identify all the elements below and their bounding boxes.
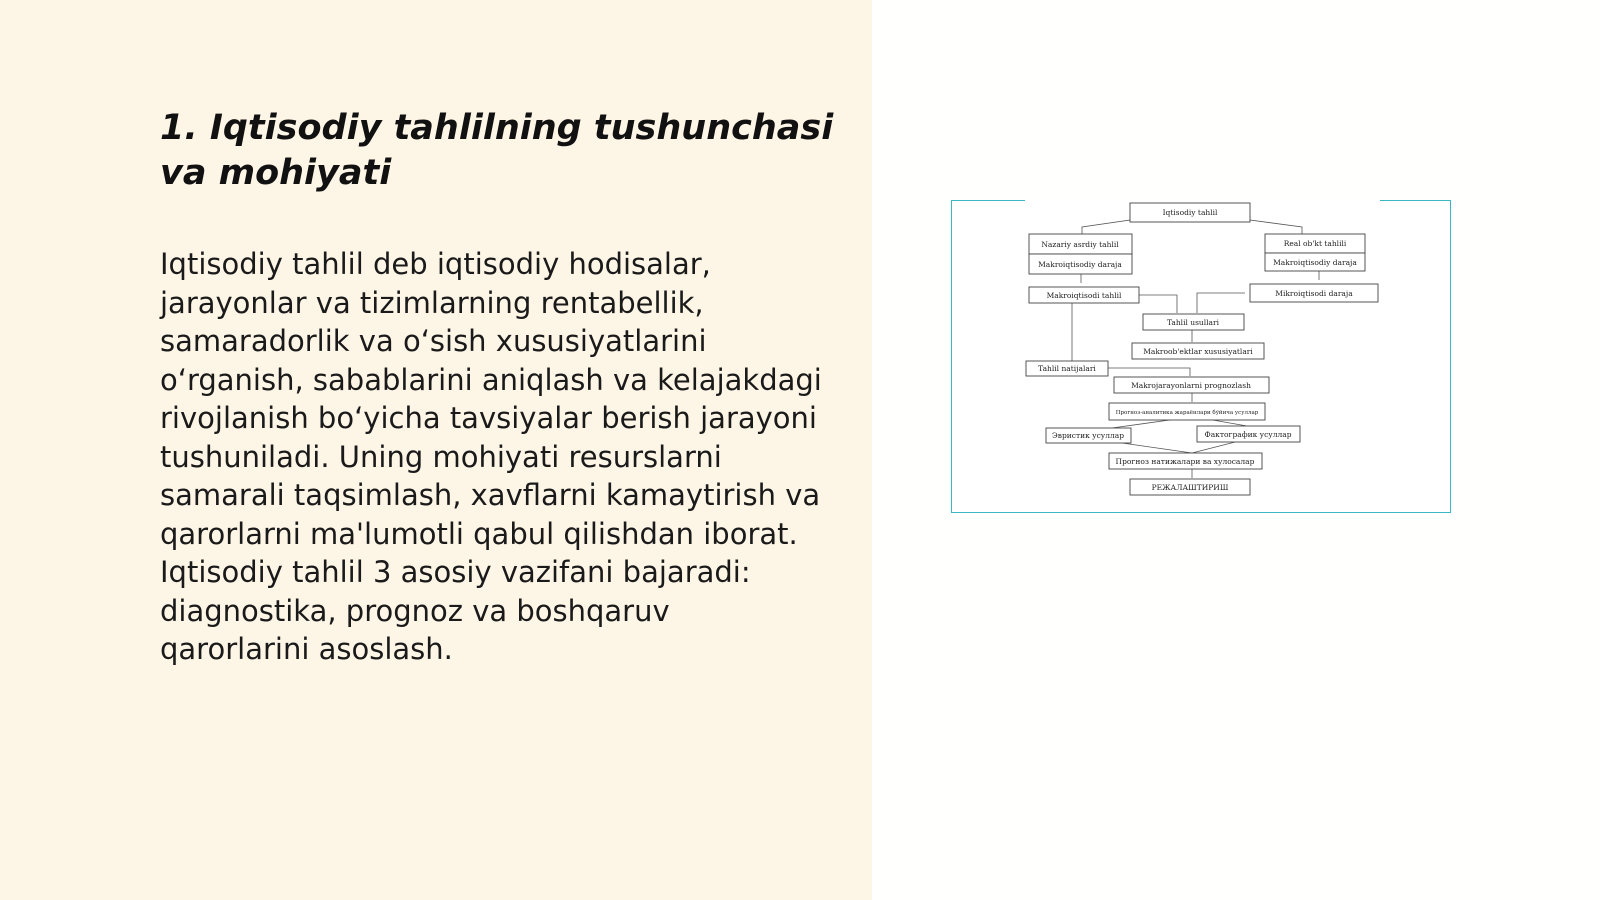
node-root: [1130, 203, 1250, 222]
node-faktografik: [1197, 426, 1300, 442]
svg-text:Nazariy asrdiy tahlil: Nazariy asrdiy tahlil: [1041, 240, 1119, 249]
node-natija-xulosa: [1109, 453, 1262, 469]
slide-body-text: Iqtisodiy tahlil deb iqtisodiy hodisalar, jarayonlar va tizimlarning rentabellik, samaradorlik va o‘sish xususiyatlarini o‘rganish, sabablarini aniqlash va kelajakdagi rivojlanish bo‘yicha tavsiyalar berish jarayoni tushuniladi. Uning mohiyati resurslarni samarali taqsimlash, xavflarni kamaytirish va qarorlarni ma'lumotli qabul qilishdan iborat. Iqtisodiy tahlil 3 asosiy vazifani bajaradi: diagnostika, prognoz va boshqaruv qarorlarini asoslash.: [160, 247, 822, 666]
node-prognoz-usul: [1109, 403, 1265, 420]
economic-analysis-flowchart: [952, 200, 1452, 513]
node-tahlil-usullari: [1143, 314, 1244, 330]
slide-title: 1. Iqtisodiy tahlilning tushunchasi va mohiyati: [160, 108, 834, 193]
svg-text:Mikroiqtisodi daraja: Mikroiqtisodi daraja: [1275, 289, 1353, 298]
node-real: [1265, 234, 1365, 253]
svg-text:Makroob'ektlar xususiyatlari: Makroob'ektlar xususiyatlari: [1143, 347, 1253, 356]
node-evristik: [1046, 428, 1131, 443]
svg-text:Tahlil usullari: Tahlil usullari: [1166, 318, 1220, 327]
svg-text:Makroiqtisodiy daraja: Makroiqtisodiy daraja: [1038, 260, 1122, 269]
node-prognoz: [1114, 377, 1269, 393]
svg-text:Makroiqtisodi tahlil: Makroiqtisodi tahlil: [1046, 291, 1122, 300]
svg-text:Прогноз натижалари ва хулосала: Прогноз натижалари ва хулосалар: [1115, 457, 1255, 466]
svg-text:Фактографик усуллар: Фактографик усуллар: [1204, 430, 1292, 439]
node-rejalashtirish: [1130, 479, 1250, 495]
svg-text:РЕЖАЛАШТИРИШ: РЕЖАЛАШТИРИШ: [1151, 483, 1229, 492]
svg-text:Прогноз-аналитика жараёнлари б: Прогноз-аналитика жараёнлари бўйича усуллар: [1115, 410, 1259, 416]
frame-border-top-right: [1380, 200, 1451, 201]
diagram-image: [951, 200, 1451, 513]
svg-text:Makrojarayonlarni prognozlash: Makrojarayonlarni prognozlash: [1131, 381, 1251, 390]
node-mikro-daraja: [1265, 253, 1365, 271]
svg-text:Iqtisodiy tahlil: Iqtisodiy tahlil: [1162, 208, 1218, 217]
node-makro-daraja: [1029, 254, 1132, 274]
node-nazariy: [1029, 234, 1132, 254]
node-makro-xususiyat: [1132, 343, 1264, 359]
svg-text:Real ob'kt tahlili: Real ob'kt tahlili: [1283, 239, 1347, 248]
node-makro-tahlil: [1029, 287, 1139, 303]
frame-border-top-left: [951, 200, 1025, 201]
svg-text:Эвристик усуллар: Эвристик усуллар: [1051, 431, 1125, 440]
svg-text:Tahlil natijalari: Tahlil natijalari: [1038, 364, 1096, 373]
node-mikro-tahlil: [1250, 284, 1378, 302]
node-natijalar: [1026, 361, 1108, 376]
svg-text:Makroiqtisodiy daraja: Makroiqtisodiy daraja: [1273, 258, 1357, 267]
